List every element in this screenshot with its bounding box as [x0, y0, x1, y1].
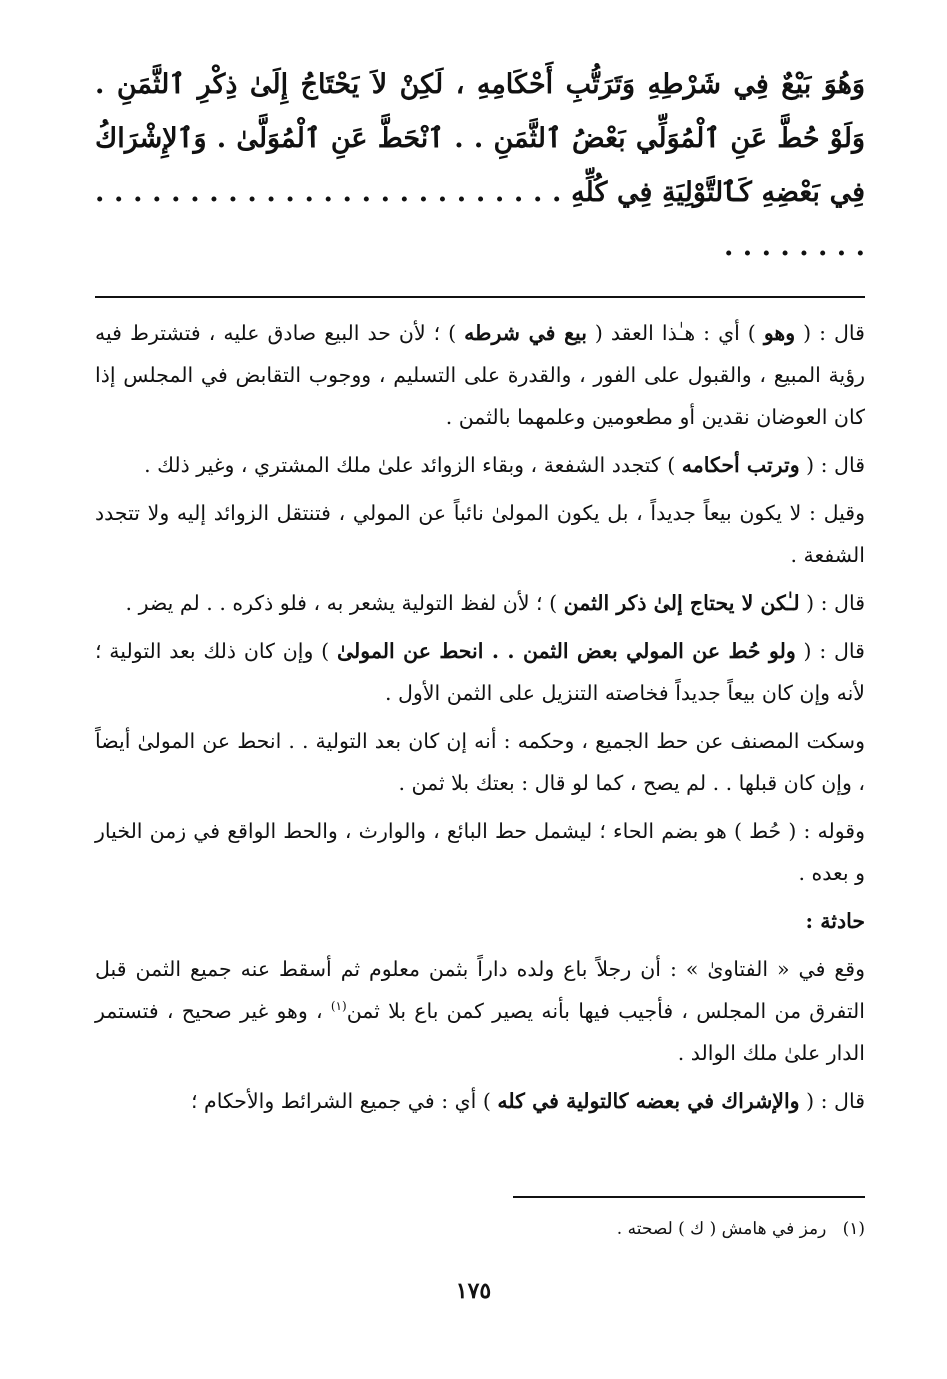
quoted-matn: بيع في شرطه — [464, 321, 587, 345]
footnote — [365, 1214, 865, 1244]
matn-dots: . . . . . . . . . . . . . . . . . . . . . . . . . . . . . . . . . — [95, 177, 865, 262]
commentary-paragraph-5: قال : ( ولو حُط عن المولي بعض الثمن . . انحط عن المولىٰ ) وإن كان ذلك بعد التولية ؛ لأنه وإن كان بيعاً جديداً فخاصته التنزيل على الثمن الأول . — [95, 639, 865, 705]
quoted-matn: وترتب أحكامه — [681, 453, 800, 477]
commentary-paragraph-3: وقيل : لا يكون بيعاً جديداً ، بل يكون المولىٰ نائباً عن المولي ، فتنتقل الزوائد إليه ولا تتجدد الشفعة . — [95, 501, 865, 567]
page-body — [95, 58, 865, 1128]
quoted-matn: والإشراك في بعضه كالتولية في كله — [497, 1089, 800, 1113]
matn-divider — [95, 296, 865, 298]
commentary-paragraph-2: قال : ( وترتب أحكامه ) كتجدد الشفعة ، وبقاء الزوائد علىٰ ملك المشتري ، وغير ذلك . — [144, 453, 865, 477]
page-number: ١٧٥ — [455, 1278, 492, 1304]
commentary-paragraph-7: وقوله : ( حُط ) هو بضم الحاء ؛ ليشمل حط البائع ، والوارث ، والحط الواقع في زمن الخيار و بعده . — [95, 819, 865, 885]
matn-text — [95, 58, 865, 274]
quoted-matn: ولو حُط عن المولي بعض الثمن . . انحط عن المولىٰ — [336, 639, 796, 663]
commentary — [95, 312, 865, 1122]
quoted-matn: لـٰكن لا يحتاج إلىٰ ذكر الثمن — [563, 591, 800, 615]
commentary-paragraph-6: وسكت المصنف عن حط الجميع ، وحكمه : أنه إن كان بعد التولية . . انحط عن المولىٰ أيضاً ، وإن كان قبلها . . لم يصح ، كما لو قال : بعتك بلا ثمن . — [95, 729, 865, 795]
footnote-divider — [513, 1196, 865, 1198]
section-heading: حادثة : — [805, 909, 865, 933]
commentary-paragraph-4: قال : ( لـٰكن لا يحتاج إلىٰ ذكر الثمن ) ؛ لأن لفظ التولية يشعر به ، فلو ذكره . . لم يضر . — [125, 591, 865, 615]
quoted-matn: وهو — [763, 321, 796, 345]
commentary-paragraph-9: قال : ( والإشراك في بعضه كالتولية في كله ) أي : في جميع الشرائط والأحكام ؛ — [190, 1089, 865, 1113]
footnote-reference: (١) — [330, 999, 347, 1014]
footnote-text: رمز في هامش ( ك ) لصحته . — [616, 1219, 827, 1239]
commentary-paragraph-8: وقع في « الفتاوىٰ » : أن رجلاً باع ولده داراً بثمن معلوم ثم أسقط عنه جميع الثمن قبل التفرق من المجلس ، فأجيب فيها بأنه يصير كمن باع بلا ثمن$^{(١)}$ ، وهو غير صحيح ، فتستمر الدار علىٰ ملك الوالد . — [95, 957, 866, 1065]
matn-line: وَهُوَ بَيْعٌ فِي شَرْطِهِ وَتَرَتُّبِ أَحْكَامِهِ ، لَكِنْ لاَ يَحْتَاجُ إِلَىٰ ذِكْرِ ٱلثَّمَنِ . وَلَوْ حُطَّ عَنِ ٱلْمُوَلِّي بَعْضُ ٱلثَّمَنِ . . ٱنْحَطَّ عَنِ ٱلْمُوَلَّىٰ . وَٱلإِشْرَاكُ فِي بَعْضِهِ كَٱلتَّوْلِيَةِ فِي كُلِّهِ — [95, 69, 865, 208]
commentary-paragraph-1: قال : ( وهو ) أي : هـٰذا العقد ( بيع في شرطه ) ؛ لأن حد البيع صادق عليه ، فتشترط فيه رؤية المبيع ، والقبول على الفور ، والقدرة على التسليم ، ووجوب التقابض في المجلس إذا كان العوضان نقدين أو مطعومين وعلمهما بالثمن . — [95, 321, 865, 429]
footnote-number: (١) — [842, 1219, 865, 1239]
